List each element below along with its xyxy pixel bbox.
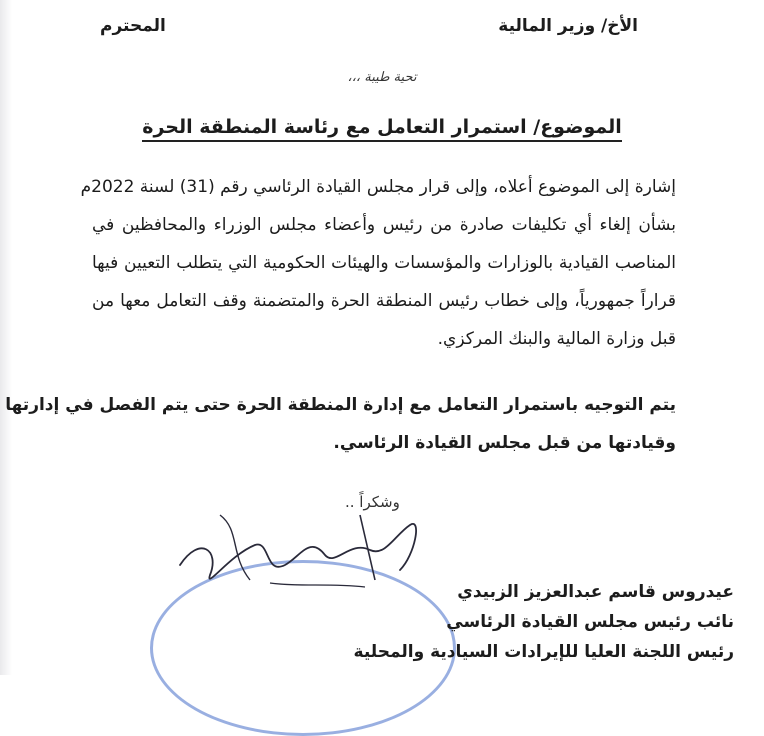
honorific: المحترم xyxy=(100,16,166,36)
greeting: تحية طيبة ،،، xyxy=(347,70,417,85)
paragraph-line: إشارة إلى الموضوع أعلاه، وإلى قرار مجلس القيادة الرئاسي رقم (31) لسنة 2022م xyxy=(80,177,676,197)
subject-line xyxy=(0,116,764,138)
signatory-name: عيدروس قاسم عبدالعزيز الزبيدي xyxy=(457,582,734,602)
handwritten-signature xyxy=(160,495,460,605)
paragraph-line: يتم التوجيه باستمرار التعامل مع إدارة المنطقة الحرة حتى يتم الفصل في إدارتها xyxy=(5,395,676,415)
subject-text: الموضوع/ استمرار التعامل مع رئاسة المنطقة الحرة xyxy=(142,116,622,142)
closing-thanks: وشكراً .. xyxy=(345,493,400,511)
paragraph-line: وقيادتها من قبل مجلس القيادة الرئاسي. xyxy=(333,433,676,453)
signatory-title-1: نائب رئيس مجلس القيادة الرئاسي xyxy=(446,612,734,632)
paragraph-line: المناصب القيادية بالوزارات والمؤسسات والهيئات الحكومية التي يتطلب التعيين فيها xyxy=(92,253,676,273)
body-paragraph-2 xyxy=(5,386,676,462)
paragraph-line: قراراً جمهورياً، وإلى خطاب رئيس المنطقة الحرة والمتضمنة وقف التعامل معها من xyxy=(92,291,676,311)
paragraph-line: قبل وزارة المالية والبنك المركزي. xyxy=(437,329,676,349)
signatory-title-2: رئيس اللجنة العليا للإيرادات السيادية والمحلية xyxy=(353,642,734,662)
recipient-line: الأخ/ وزير المالية xyxy=(498,16,638,36)
scan-edge-shadow xyxy=(0,0,12,675)
body-paragraph-1 xyxy=(80,168,676,358)
paragraph-line: بشأن إلغاء أي تكليفات صادرة من رئيس وأعضاء مجلس الوزراء والمحافظين في xyxy=(92,215,676,235)
